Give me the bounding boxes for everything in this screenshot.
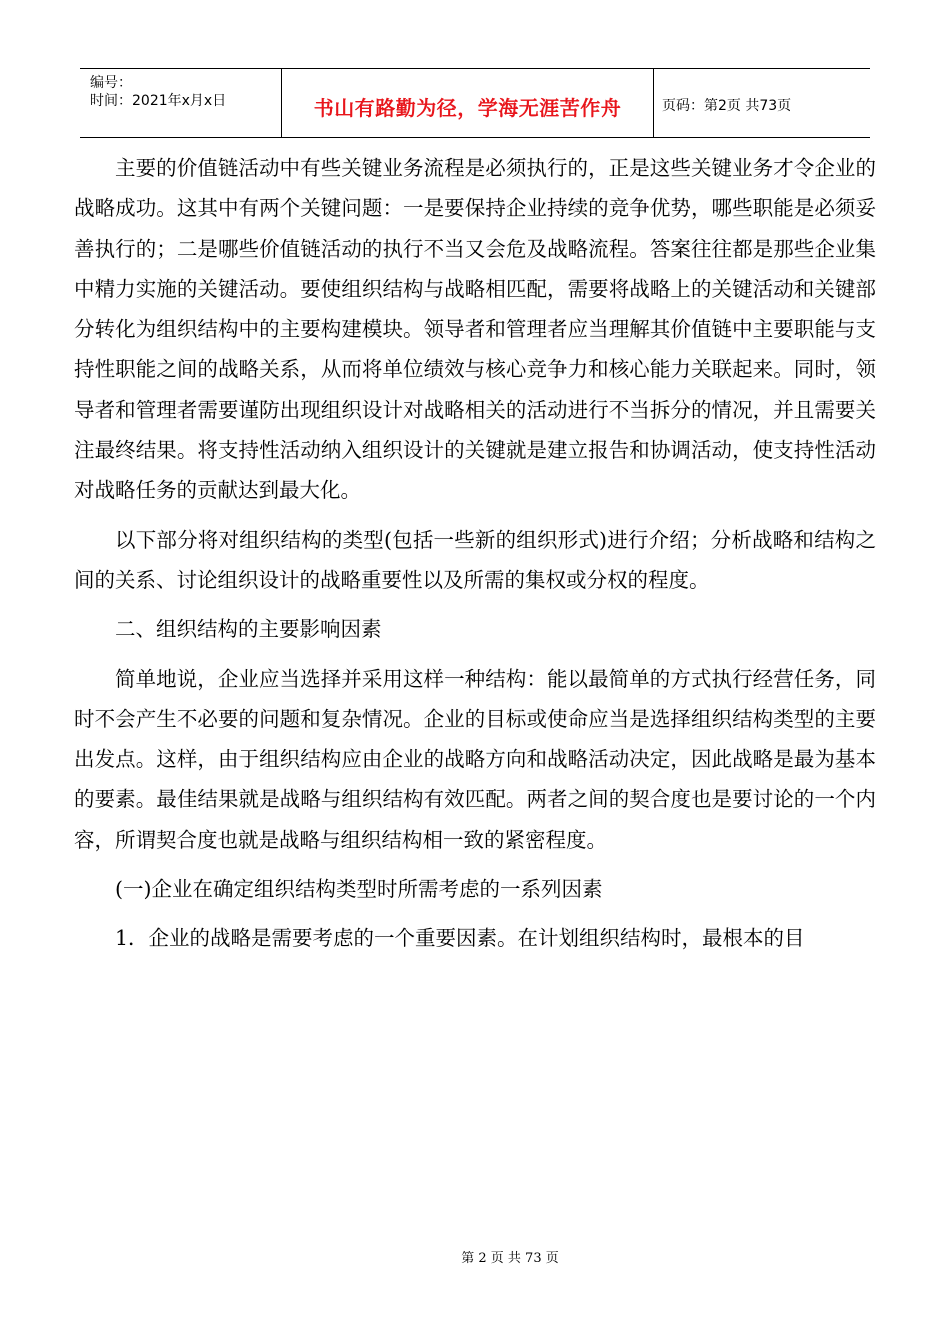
document-number-label: 编号：: [90, 75, 132, 91]
paragraph-factor-1: 1．企业的战略是需要考虑的一个重要因素。在计划组织结构时，最根本的目: [115, 926, 805, 951]
paragraph-overview: 以下部分将对组织结构的类型(包括一些新的组织形式)进行介绍；分析战略和结构之间的关系、讨论组织设计的战略重要性以及所需的集权或分权的程度。: [74, 527, 876, 592]
page-header: [80, 68, 870, 138]
document-date: 时间：2021年x月x日: [90, 93, 227, 109]
subsection-heading: (一)企业在确定组织结构类型时所需考虑的一系列因素: [115, 877, 603, 902]
header-page-info: 页码：第2页 共73页: [662, 98, 792, 114]
paragraph-value-chain: 主要的价值链活动中有些关键业务流程是必须执行的，正是这些关键业务才令企业的战略成功。这其中有两个关键问题：一是要保持企业持续的竞争优势，哪些职能是必须妥善执行的；二是哪些价值链活动的执行不当又会危及战略流程。答案往往都是那些企业集中精力实施的关键活动。要使组织结构与战略相匹配，需要将战略上的关键活动和关键部分转化为组织结构中的主要构建模块。领导者和管理者应当理解其价值链中主要职能与支持性职能之间的战略关系，从而将单位绩效与核心竞争力和核心能力关联起来。同时，领导者和管理者需要谨防出现组织设计对战略相关的活动进行不当拆分的情况，并且需要关注最终结果。将支持性活动纳入组织设计的关键就是建立报告和协调活动，使支持性活动对战略任务的贡献达到最大化。: [74, 156, 876, 503]
document-body: [74, 148, 876, 968]
header-meta: [80, 69, 282, 137]
paragraph-structure-choice: 简单地说，企业应当选择并采用这样一种结构：能以最简单的方式执行经营任务，同时不会产生不必要的问题和复杂情况。企业的目标或使命应当是选择组织结构类型的主要出发点。这样，由于组织结构应由企业的战略方向和战略活动决定，因此战略是最为基本的要素。最佳结果就是战略与组织结构有效匹配。两者之间的契合度也是要讨论的一个内容，所谓契合度也就是战略与组织结构相一致的紧密程度。: [74, 666, 876, 852]
header-motto: 书山有路勤为径，学海无涯苦作舟: [313, 95, 622, 120]
header-motto-cell: [282, 69, 654, 137]
section-heading: 二、组织结构的主要影响因素: [115, 617, 382, 642]
page-footer: 第 2 页 共 73 页: [461, 1251, 559, 1266]
